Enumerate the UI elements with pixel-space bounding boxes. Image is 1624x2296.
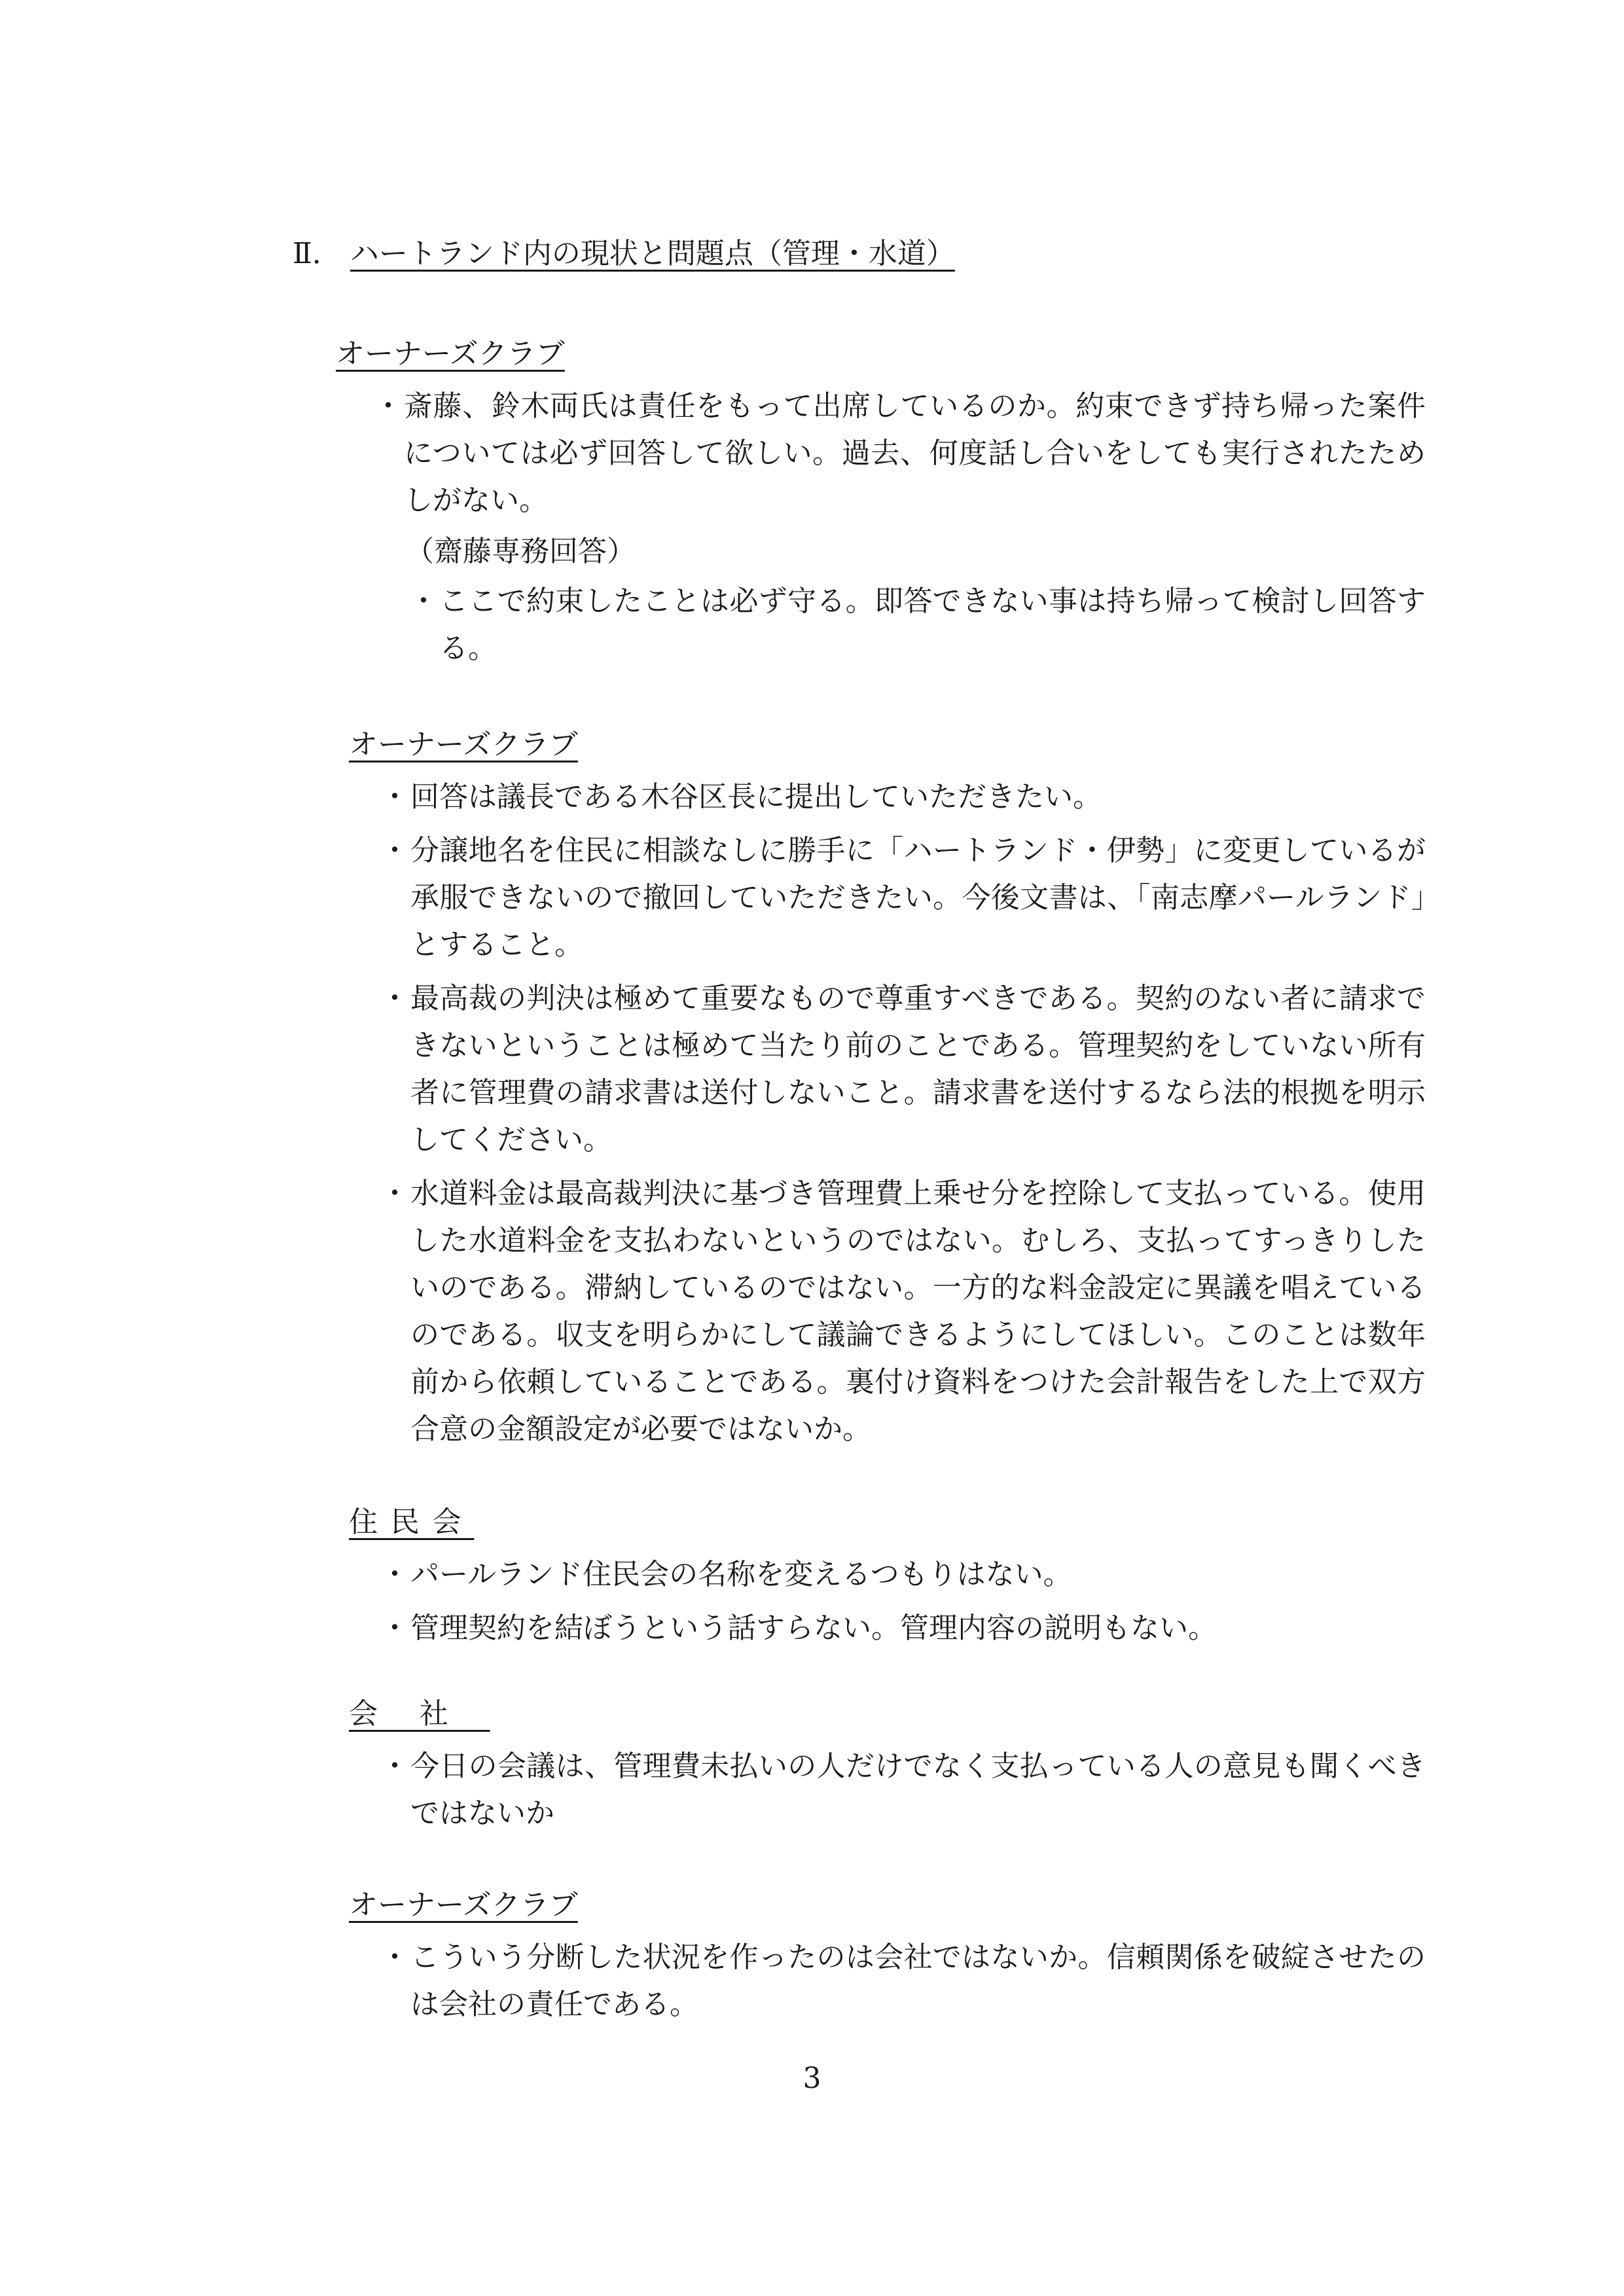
bullet-mark: ・ — [380, 1941, 409, 1974]
list-item: ・ 今日の会議は、管理費未払いの人だけでなく支払っている人の意見も聞くべきではないか — [410, 1743, 1426, 1837]
section-residents-association — [349, 1499, 1426, 1652]
bullet-mark: ・ — [380, 834, 409, 867]
speaker-label: オーナーズクラブ — [349, 728, 578, 761]
bullet-mark: ・ — [380, 1611, 409, 1645]
statement-list — [374, 383, 1426, 524]
bullet-mark: ・ — [380, 982, 409, 1015]
list-item: ・ 分譲地名を住民に相談なしに勝手に「ハートランド・伊勢」に変更しているが承服できないので撤回していただきたい。今後文書は、「南志摩パールランド」とすること。 — [410, 827, 1426, 969]
statement-list — [380, 1551, 1426, 1652]
bullet-mark: ・ — [380, 1177, 409, 1210]
reply-list — [409, 578, 1426, 672]
heading-title: ハートランド内の現状と問題点（管理・水道） — [350, 237, 955, 270]
bullet-mark: ・ — [374, 389, 403, 423]
speaker-label: 会社 — [349, 1697, 490, 1731]
page-number: 3 — [803, 2062, 821, 2095]
statement-list — [380, 1934, 1426, 2028]
list-item: ・ 管理契約を結ぼうという話すらない。管理内容の説明もない。 — [410, 1605, 1426, 1652]
speaker-label: 住民会 — [349, 1505, 475, 1539]
heading-number: Ⅱ． — [293, 237, 341, 270]
bullet-mark: ・ — [380, 1558, 409, 1591]
bullet-mark: ・ — [380, 1749, 409, 1783]
section-company — [349, 1691, 1426, 1837]
list-item: ・ 斎藤、鈴木両氏は責任をもって出席しているのか。約束できず持ち帰った案件については必ず回答して欲しい。過去、何度話し合いをしても実行されたためしがない。 — [404, 383, 1426, 524]
section-owners-club-3 — [349, 1882, 1426, 2028]
reply-label: （齋藤専務回答） — [405, 535, 636, 568]
section-heading — [293, 230, 955, 278]
speaker-label: オーナーズクラブ — [349, 1888, 578, 1922]
section-owners-club-1 — [336, 331, 1426, 672]
list-item: ・ 回答は議長である木谷区長に提出していただきたい。 — [410, 774, 1426, 821]
bullet-mark: ・ — [409, 584, 438, 618]
statement-list — [380, 1743, 1426, 1837]
speaker-label: オーナーズクラブ — [336, 337, 565, 370]
section-owners-club-2 — [349, 721, 1426, 1453]
bullet-mark: ・ — [380, 780, 409, 814]
list-item: ・ 水道料金は最高裁判決に基づき管理費上乗せ分を控除して支払っている。使用した水道料金を支払わないというのではない。むしろ、支払ってすっきりしたいのである。滞納しているのではない。一方的な料金設定に異議を唱えているのである。収支を明らかにして議論できるようにしてほしい。このことは数年前から依頼していることである。裏付け資料をつけた会計報告をした上で双方合意の金額設定が必要ではないか。 — [410, 1170, 1426, 1453]
statement-list — [380, 774, 1426, 1453]
list-item: ・ パールランド住民会の名称を変えるつもりはない。 — [410, 1551, 1426, 1598]
list-item: ・ 最高裁の判決は極めて重要なもので尊重すべきである。契約のない者に請求できないということは極めて当たり前のことである。管理契約をしていない所有者に管理費の請求書は送付しないこと。請求書を送付するなら法的根拠を明示してください。 — [410, 975, 1426, 1164]
list-item: ・ ここで約束したことは必ず守る。即答できない事は持ち帰って検討し回答する。 — [439, 578, 1426, 672]
list-item: ・ こういう分断した状況を作ったのは会社ではないか。信頼関係を破綻させたのは会社の責任である。 — [410, 1934, 1426, 2028]
